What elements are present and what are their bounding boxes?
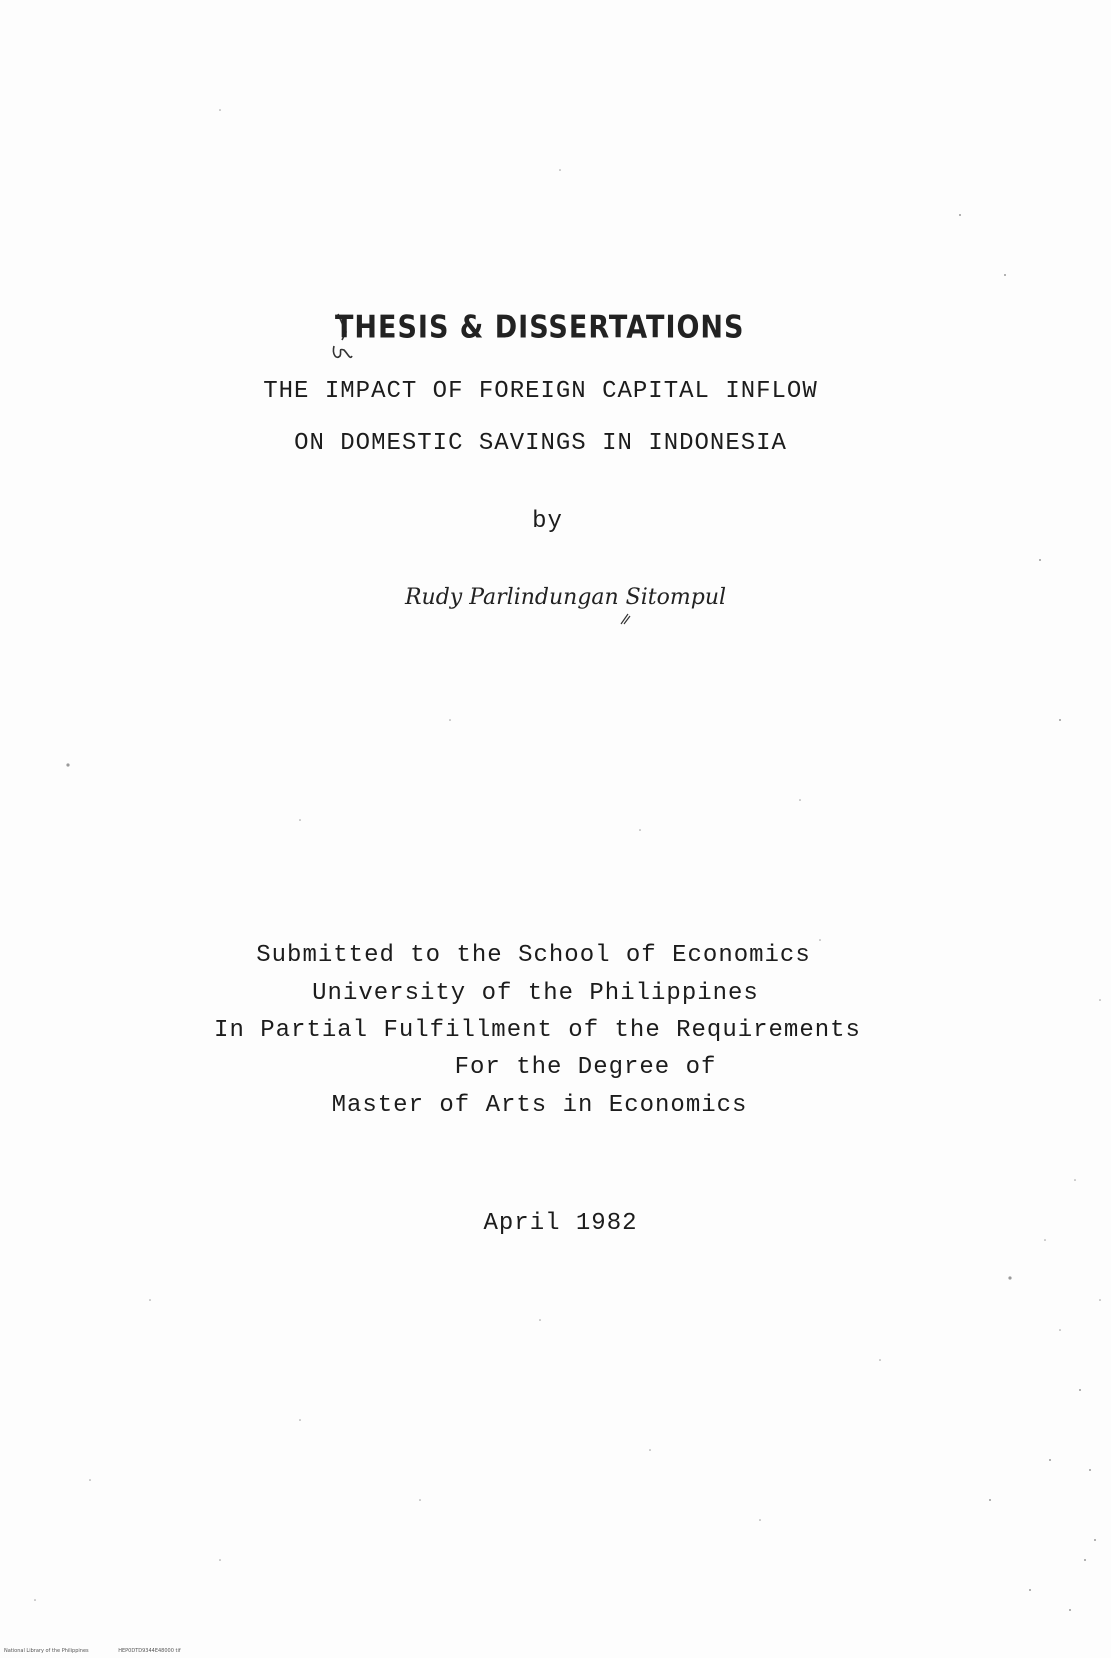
title-line-2: ON DOMESTIC SAVINGS IN INDONESIA: [294, 430, 787, 457]
submission-line-4: For the Degree of: [454, 1054, 717, 1081]
title-line-1: THE IMPACT OF FOREIGN CAPITAL INFLOW: [263, 378, 818, 405]
byline: by: [532, 508, 563, 535]
submission-line-1: Submitted to the School of Economics: [256, 942, 811, 969]
submission-date: April 1982: [483, 1210, 638, 1237]
thesis-dissertations-stamp: THESIS & DISSERTATIONS: [335, 310, 745, 346]
submission-line-5: Master of Arts in Economics: [331, 1092, 748, 1119]
footer-library: National Library of the Philippines: [4, 1648, 89, 1654]
scan-footer: [4, 1648, 209, 1654]
submission-line-2: University of the Philippines: [312, 980, 759, 1007]
submission-line-3: In Partial Fulfillment of the Requirements: [214, 1017, 861, 1044]
author-pen-mark-icon: [618, 612, 632, 626]
author-name: Rudy Parlindungan Sitompul: [404, 585, 727, 610]
footer-file: HEP0DTD9344E48000 tif: [118, 1648, 181, 1654]
